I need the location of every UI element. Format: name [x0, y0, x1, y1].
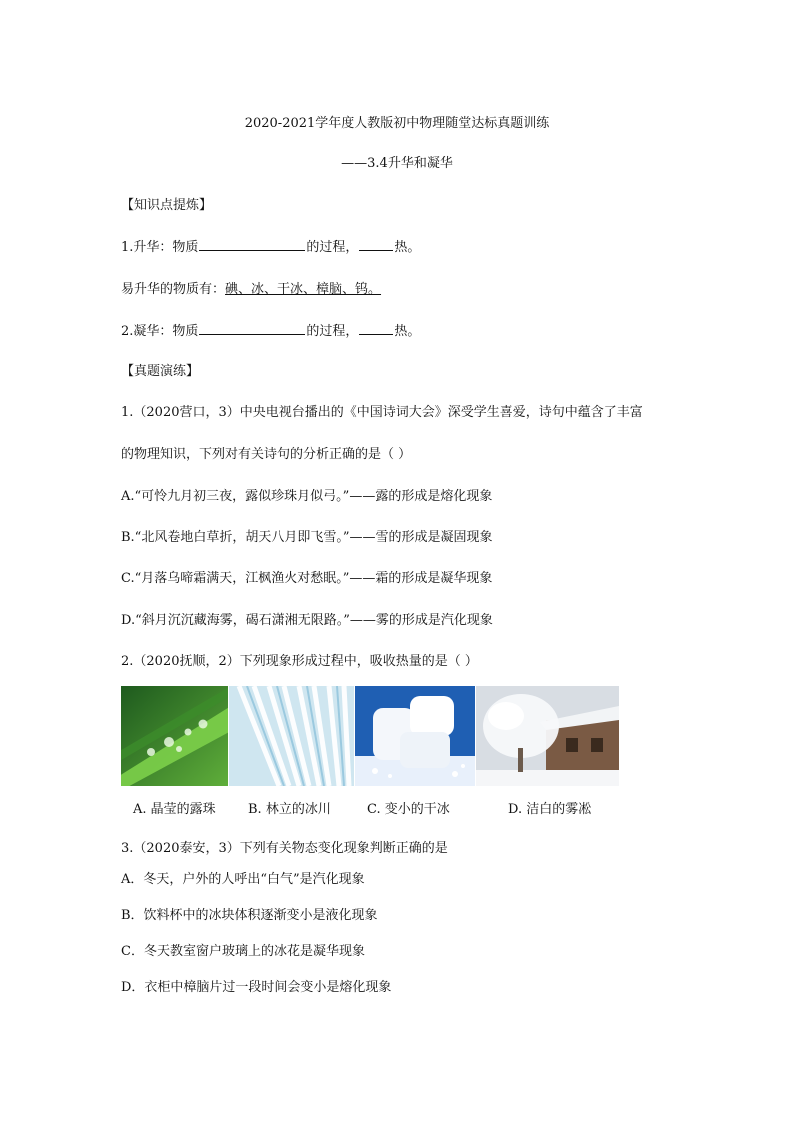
- q1-option-c: C.“月落乌啼霜满天，江枫渔火对愁眠。”——霜的形成是凝华现象: [121, 571, 493, 586]
- q2-caption-b: B. 林立的冰川: [248, 802, 331, 817]
- rime-tree-image: [476, 686, 619, 786]
- fill-blank: [359, 322, 393, 335]
- practice-heading: 【真题演练】: [121, 364, 200, 379]
- fill-blank: [199, 322, 305, 335]
- q1-option-d: D.“斜月沉沉藏海雾，碣石潇湘无限路。”——雾的形成是汽化现象: [121, 613, 493, 628]
- q1-stem-line1: 1.（2020营口，3）中央电视台播出的《中国诗词大会》深受学生喜爱，诗句中蕴含了丰富: [121, 405, 643, 420]
- q3-option-b: B．饮料杯中的冰块体积逐渐变小是液化现象: [121, 908, 378, 923]
- fill-blank: [199, 238, 305, 251]
- q2-caption-c: C. 变小的干冰: [367, 802, 450, 817]
- easy-list: 碘、冰、干冰、樟脑、钨。: [225, 282, 382, 297]
- q3-stem: 3.（2020泰安，3）下列有关物态变化现象判断正确的是: [121, 841, 448, 856]
- q3-option-d: D．衣柜中樟脑片过一段时间会变小是熔化现象: [121, 980, 392, 995]
- glacier-image: [229, 686, 354, 786]
- knowledge-item-2: [121, 320, 420, 339]
- fill-blank: [359, 238, 393, 251]
- q2-image-row: [121, 686, 619, 786]
- knowledge-heading: 【知识点提炼】: [121, 198, 213, 213]
- item1-suffix: 热。: [394, 240, 421, 255]
- q1-stem-line2: 的物理知识，下列对有关诗句的分析正确的是（ ）: [121, 447, 412, 462]
- item1-middle: 的过程，: [306, 240, 359, 255]
- page-title: 2020-2021学年度人教版初中物理随堂达标真题训练: [244, 116, 550, 131]
- easy-label: 易升华的物质有：: [121, 282, 226, 297]
- q2-stem: 2.（2020抚顺，2）下列现象形成过程中，吸收热量的是（ ）: [121, 654, 478, 669]
- knowledge-item-1: [121, 236, 420, 255]
- q3-option-a: A．冬天，户外的人呼出“白气”是汽化现象: [121, 872, 365, 887]
- easy-sublimate-line: [121, 278, 381, 297]
- dew-drops-image: [121, 686, 228, 786]
- q2-caption-d: D. 洁白的雾凇: [508, 802, 592, 817]
- item1-prefix: 1.升华：物质: [121, 240, 199, 255]
- dry-ice-image: [355, 686, 475, 786]
- item2-prefix: 2.凝华：物质: [121, 324, 199, 339]
- q2-caption-a: A. 晶莹的露珠: [133, 802, 216, 817]
- page-subtitle: ——3.4升华和凝华: [341, 156, 453, 171]
- item2-suffix: 热。: [394, 324, 421, 339]
- q1-option-a: A.“可怜九月初三夜，露似珍珠月似弓。”——露的形成是熔化现象: [121, 489, 493, 504]
- q3-option-c: C．冬天教室窗户玻璃上的冰花是凝华现象: [121, 944, 365, 959]
- item2-middle: 的过程，: [306, 324, 359, 339]
- q1-option-b: B.“北风卷地白草折，胡天八月即飞雪。”——雪的形成是凝固现象: [121, 530, 493, 545]
